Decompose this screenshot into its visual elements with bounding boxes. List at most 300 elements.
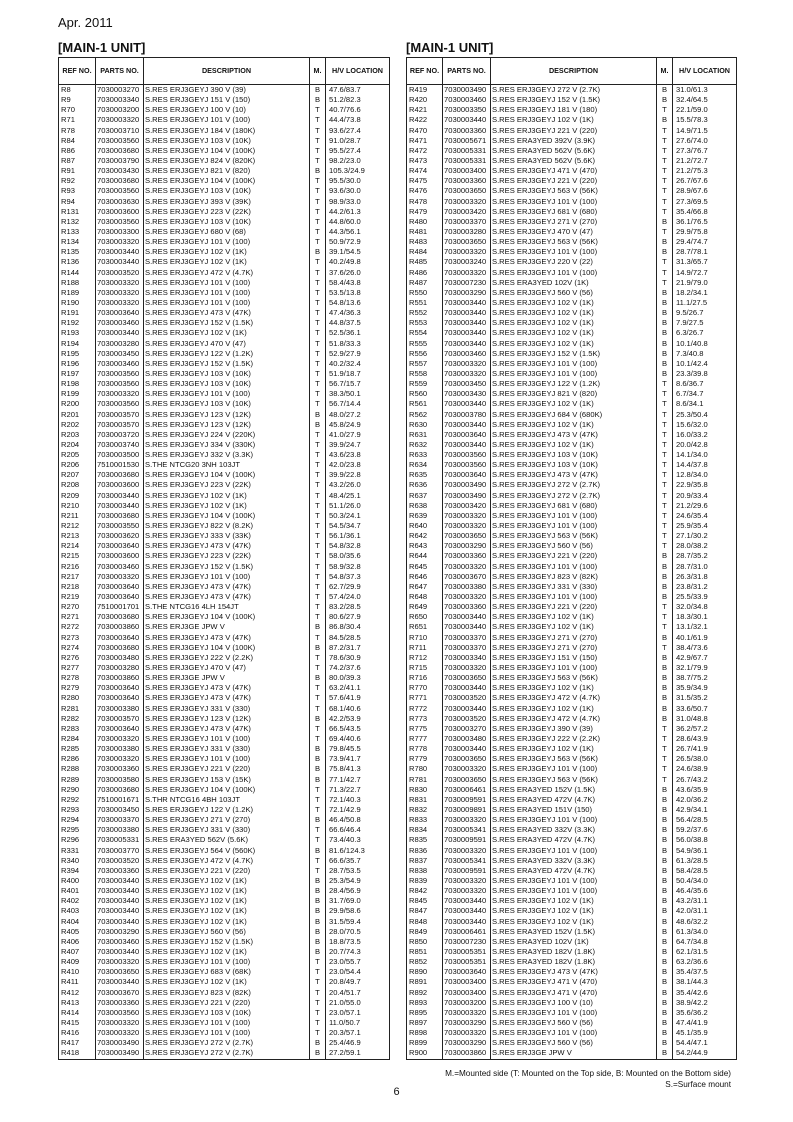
description-cell bbox=[144, 480, 310, 490]
mounted-side-cell: T bbox=[310, 369, 326, 379]
part-spec: ERJ3GEYJ 101 V (100) bbox=[516, 875, 598, 885]
part-spec: ERJ3GEYJ 473 V (47K) bbox=[169, 632, 251, 642]
mounted-side-cell: T bbox=[310, 389, 326, 399]
description-cell bbox=[491, 876, 657, 886]
part-spec: ERJ3GEYJ 222 V (2.2K) bbox=[516, 734, 601, 743]
description-cell bbox=[491, 1008, 657, 1018]
part-type: S.RES bbox=[492, 936, 515, 946]
part-type: S.RES bbox=[492, 744, 515, 754]
parts-no-cell: 7030003570 bbox=[96, 410, 144, 420]
table-row bbox=[59, 501, 390, 511]
hv-location-cell: 16.0/33.2 bbox=[673, 430, 737, 440]
part-spec: ERJ3GEYJ 103 V (10K) bbox=[169, 1007, 251, 1017]
parts-no-cell: 7030003290 bbox=[443, 541, 491, 551]
ref-no-cell: R420 bbox=[407, 95, 443, 105]
mounted-side-cell: T bbox=[310, 146, 326, 156]
ref-no-cell: R831 bbox=[407, 795, 443, 805]
ref-no-cell: R8 bbox=[59, 85, 96, 96]
parts-no-cell: 7030003320 bbox=[443, 511, 491, 521]
mounted-side-cell: B bbox=[657, 328, 673, 338]
part-spec: ERJ3GEYJ 680 V (68) bbox=[169, 226, 246, 236]
ref-no-cell: R715 bbox=[407, 663, 443, 673]
description-cell bbox=[491, 268, 657, 278]
right-unit-title: [MAIN-1 UNIT] bbox=[406, 40, 494, 55]
part-type: S.RES bbox=[492, 663, 515, 673]
table-row bbox=[59, 136, 390, 146]
mounted-side-cell: T bbox=[310, 957, 326, 967]
part-spec: ERJ3GEYJ 104 V (100K) bbox=[169, 145, 256, 155]
part-spec: ERJ3GEYJ 272 V (2.7K) bbox=[169, 1048, 254, 1058]
table-row bbox=[407, 592, 737, 602]
hv-location-cell: 32.1/79.9 bbox=[673, 663, 737, 673]
part-type: S.RES bbox=[492, 510, 515, 520]
parts-no-cell: 7030003440 bbox=[443, 298, 491, 308]
parts-no-cell: 7030005341 bbox=[443, 825, 491, 835]
hv-location-cell: 20.3/57.1 bbox=[326, 1028, 390, 1038]
parts-no-cell: 7030003440 bbox=[443, 440, 491, 450]
description-cell bbox=[144, 237, 310, 247]
table-row bbox=[407, 815, 737, 825]
part-type: S.RES bbox=[145, 95, 168, 105]
part-type: S.RES bbox=[492, 429, 515, 439]
ref-no-cell: R830 bbox=[407, 785, 443, 795]
table-row bbox=[59, 876, 390, 886]
ref-no-cell: R414 bbox=[59, 1008, 96, 1018]
part-type: S.RES bbox=[492, 450, 515, 460]
mounted-side-cell: T bbox=[310, 136, 326, 146]
part-spec: ERA3YED 472V (4.7K) bbox=[516, 794, 596, 804]
table-row bbox=[407, 551, 737, 561]
part-type: S.RES bbox=[492, 581, 515, 591]
description-cell bbox=[144, 359, 310, 369]
hv-location-cell: 11.1/27.5 bbox=[673, 298, 737, 308]
hv-location-cell: 28.7/78.1 bbox=[673, 247, 737, 257]
part-spec: ERJ3GEYJ 101 V (100) bbox=[516, 1028, 598, 1038]
ref-no-cell: R94 bbox=[59, 197, 96, 207]
hv-location-cell: 62.7/29.9 bbox=[326, 582, 390, 592]
description-cell bbox=[144, 998, 310, 1008]
parts-no-cell: 7030003650 bbox=[443, 237, 491, 247]
part-type: S.RES bbox=[492, 105, 515, 115]
table-row bbox=[407, 237, 737, 247]
ref-no-cell: R270 bbox=[59, 602, 96, 612]
part-type: S.RES bbox=[145, 581, 168, 591]
ref-no-cell: R847 bbox=[407, 906, 443, 916]
hv-location-cell: 26.7/41.9 bbox=[673, 744, 737, 754]
ref-no-cell: R645 bbox=[407, 562, 443, 572]
hv-location-cell: 57.6/41.9 bbox=[326, 693, 390, 703]
mounted-side-cell: T bbox=[657, 126, 673, 136]
part-type: S.RES bbox=[492, 865, 515, 875]
part-spec: ERA3YED 152V (1.5K) bbox=[516, 926, 596, 936]
ref-no-cell: R900 bbox=[407, 1048, 443, 1059]
part-spec: ERA3YED 562V (5.6K) bbox=[169, 835, 249, 845]
part-spec: ERJ3GEYJ 102 V (1K) bbox=[169, 328, 247, 338]
table-row bbox=[407, 947, 737, 957]
mounted-side-cell: B bbox=[657, 846, 673, 856]
part-spec: ERJ3GEYJ 473 V (47K) bbox=[169, 693, 251, 703]
part-type: S.RES bbox=[145, 419, 168, 429]
ref-no-cell: R407 bbox=[59, 947, 96, 957]
table-header-row bbox=[407, 58, 737, 85]
hv-location-cell: 58.9/32.8 bbox=[326, 562, 390, 572]
mounted-side-cell: T bbox=[310, 257, 326, 267]
ref-no-cell: R134 bbox=[59, 237, 96, 247]
mounted-side-cell: B bbox=[310, 643, 326, 653]
mounted-side-cell: B bbox=[657, 592, 673, 602]
hv-location-cell: 98.9/33.0 bbox=[326, 197, 390, 207]
description-cell bbox=[491, 1028, 657, 1038]
mounted-side-cell: T bbox=[310, 470, 326, 480]
mounted-side-cell: T bbox=[657, 491, 673, 501]
part-type: S.RES bbox=[145, 835, 168, 845]
description-cell bbox=[144, 521, 310, 531]
mounted-side-cell: T bbox=[310, 602, 326, 612]
table-row bbox=[59, 947, 390, 957]
mounted-side-cell: T bbox=[310, 704, 326, 714]
part-type: S.RES bbox=[492, 155, 515, 165]
part-spec: ERJ3GEYJ 102 V (1K) bbox=[169, 946, 247, 956]
ref-no-cell: R193 bbox=[59, 328, 96, 338]
hv-location-cell: 42.0/36.2 bbox=[673, 795, 737, 805]
part-type: S.RES bbox=[145, 683, 168, 693]
ref-no-cell: R202 bbox=[59, 420, 96, 430]
part-type: S.RES bbox=[145, 105, 168, 115]
table-row bbox=[59, 166, 390, 176]
table-row bbox=[59, 744, 390, 754]
ref-no-cell: R637 bbox=[407, 491, 443, 501]
part-spec: ERJ3GEYJ 473 V (47K) bbox=[169, 723, 251, 733]
table-row bbox=[407, 977, 737, 987]
description-cell bbox=[491, 592, 657, 602]
part-spec: ERJ3GEYJ 104 V (100K) bbox=[169, 642, 256, 652]
description-cell bbox=[491, 815, 657, 825]
col-header-hv-location: H/V LOCATION bbox=[673, 58, 737, 85]
description-cell bbox=[144, 988, 310, 998]
mounted-side-cell: T bbox=[657, 602, 673, 612]
part-spec: ERA3YED 392V (3.9K) bbox=[516, 135, 596, 145]
mounted-side-cell: B bbox=[657, 247, 673, 257]
ref-no-cell: R850 bbox=[407, 937, 443, 947]
part-spec: ERJ3GEYJ 101 V (100) bbox=[516, 267, 598, 277]
table-row bbox=[407, 328, 737, 338]
description-cell bbox=[144, 643, 310, 653]
part-spec: ERJ3GEYJ 101 V (100) bbox=[169, 115, 251, 125]
ref-no-cell: R481 bbox=[407, 227, 443, 237]
parts-no-cell: 7030003680 bbox=[96, 176, 144, 186]
parts-no-cell: 7030003320 bbox=[443, 815, 491, 825]
part-spec: ERJ3GEYJ 102 V (1K) bbox=[516, 115, 594, 125]
table-row bbox=[59, 531, 390, 541]
part-type: S.RES bbox=[145, 663, 168, 673]
part-spec: ERJ3GEYJ 102 V (1K) bbox=[516, 439, 594, 449]
table-row bbox=[59, 369, 390, 379]
parts-no-cell: 7030005331 bbox=[96, 835, 144, 845]
hv-location-cell: 39.9/24.7 bbox=[326, 440, 390, 450]
description-cell bbox=[491, 785, 657, 795]
table-row bbox=[59, 268, 390, 278]
part-spec: ERJ3GEYJ 103 V (10K) bbox=[169, 368, 251, 378]
description-cell bbox=[491, 237, 657, 247]
mounted-side-cell: B bbox=[310, 906, 326, 916]
mounted-side-cell: T bbox=[310, 237, 326, 247]
mounted-side-cell: B bbox=[657, 957, 673, 967]
ref-no-cell: R631 bbox=[407, 430, 443, 440]
ref-no-cell: R716 bbox=[407, 673, 443, 683]
part-type: S.RES bbox=[492, 277, 515, 287]
description-cell bbox=[144, 95, 310, 105]
part-spec: ERJ3GEYJ 101 V (100) bbox=[169, 734, 251, 743]
ref-no-cell: R401 bbox=[59, 886, 96, 896]
part-type: S.RES bbox=[145, 135, 168, 145]
ref-no-cell: R91 bbox=[59, 166, 96, 176]
description-cell bbox=[144, 622, 310, 632]
mounted-side-cell: T bbox=[310, 521, 326, 531]
description-cell bbox=[144, 764, 310, 774]
hv-location-cell: 81.6/124.3 bbox=[326, 846, 390, 856]
hv-location-cell: 24.6/35.4 bbox=[673, 511, 737, 521]
mounted-side-cell: T bbox=[310, 562, 326, 572]
parts-no-cell: 7030003320 bbox=[443, 592, 491, 602]
part-type: S.RES bbox=[492, 1007, 515, 1017]
part-type: S.RES bbox=[145, 308, 168, 318]
part-type: S.RES bbox=[145, 673, 168, 683]
part-spec: ERJ3GEYJ 271 V (270) bbox=[516, 632, 598, 642]
table-row bbox=[407, 176, 737, 186]
part-type: S.RES bbox=[492, 439, 515, 449]
description-cell bbox=[144, 207, 310, 217]
hv-location-cell: 29.9/75.8 bbox=[673, 227, 737, 237]
part-type: S.RES bbox=[145, 206, 168, 216]
parts-no-cell: 7030003450 bbox=[96, 349, 144, 359]
table-row bbox=[407, 957, 737, 967]
table-row bbox=[407, 450, 737, 460]
description-cell bbox=[491, 653, 657, 663]
part-type: S.RES bbox=[492, 784, 515, 794]
parts-no-cell: 7030005671 bbox=[443, 136, 491, 146]
description-cell bbox=[491, 906, 657, 916]
hv-location-cell: 33.6/50.7 bbox=[673, 704, 737, 714]
ref-no-cell: R411 bbox=[59, 977, 96, 987]
part-spec: ERJ3GEYJ 101 V (100) bbox=[516, 886, 598, 896]
table-row bbox=[407, 186, 737, 196]
table-row bbox=[407, 85, 737, 96]
part-type: S.RES bbox=[145, 176, 168, 186]
hv-location-cell: 40.1/61.9 bbox=[673, 633, 737, 643]
table-row bbox=[407, 95, 737, 105]
ref-no-cell: R199 bbox=[59, 389, 96, 399]
table-row bbox=[59, 562, 390, 572]
description-cell bbox=[144, 815, 310, 825]
parts-no-cell: 7030003640 bbox=[443, 470, 491, 480]
hv-location-cell: 28.4/56.9 bbox=[326, 886, 390, 896]
part-type: S.RES bbox=[492, 257, 515, 267]
part-type: S.RES bbox=[145, 977, 168, 987]
part-type: S.RES bbox=[145, 480, 168, 490]
part-type: S.RES bbox=[492, 754, 515, 764]
ref-no-cell: R194 bbox=[59, 339, 96, 349]
part-type: S.RES bbox=[145, 723, 168, 733]
mounted-side-cell: T bbox=[310, 572, 326, 582]
parts-no-cell: 7030003440 bbox=[443, 612, 491, 622]
part-type: S.RES bbox=[145, 815, 168, 825]
part-type: S.RES bbox=[492, 804, 515, 814]
description-cell bbox=[144, 592, 310, 602]
parts-no-cell: 7030003460 bbox=[96, 937, 144, 947]
description-cell bbox=[491, 896, 657, 906]
parts-no-cell: 7030003320 bbox=[443, 369, 491, 379]
mounted-side-cell: B bbox=[310, 927, 326, 937]
description-cell bbox=[144, 714, 310, 724]
part-spec: ERJ3GEYJ 334 V (330K) bbox=[169, 439, 256, 449]
mounted-side-cell: B bbox=[310, 815, 326, 825]
parts-no-cell: 7030003640 bbox=[443, 967, 491, 977]
description-cell bbox=[491, 146, 657, 156]
part-type: S.RES bbox=[492, 328, 515, 338]
description-cell bbox=[144, 541, 310, 551]
mounted-side-cell: T bbox=[657, 724, 673, 734]
parts-no-cell: 7030003320 bbox=[96, 1018, 144, 1028]
mounted-side-cell: B bbox=[310, 775, 326, 785]
part-spec: NTCG16 4BH 103JT bbox=[169, 794, 240, 804]
table-row bbox=[407, 775, 737, 785]
hv-location-cell: 31.0/48.8 bbox=[673, 714, 737, 724]
mounted-side-cell: B bbox=[657, 572, 673, 582]
ref-no-cell: R630 bbox=[407, 420, 443, 430]
part-type: S.RES bbox=[145, 693, 168, 703]
part-spec: ERJ3GEYJ 102 V (1K) bbox=[516, 338, 594, 348]
mounted-side-cell: T bbox=[657, 197, 673, 207]
hv-location-cell: 47.4/36.3 bbox=[326, 308, 390, 318]
description-cell bbox=[491, 197, 657, 207]
ref-no-cell: R78 bbox=[59, 126, 96, 136]
description-cell bbox=[491, 278, 657, 288]
parts-table-left bbox=[58, 57, 390, 1060]
ref-no-cell: R213 bbox=[59, 531, 96, 541]
mounted-side-cell: T bbox=[310, 278, 326, 288]
table-row bbox=[407, 612, 737, 622]
ref-no-cell: R780 bbox=[407, 764, 443, 774]
ref-no-cell: R472 bbox=[407, 146, 443, 156]
parts-no-cell: 7030003440 bbox=[443, 906, 491, 916]
hv-location-cell: 83.2/28.5 bbox=[326, 602, 390, 612]
ref-no-cell: R215 bbox=[59, 551, 96, 561]
part-type: S.RES bbox=[145, 1048, 168, 1058]
part-type: S.RES bbox=[492, 1048, 515, 1058]
description-cell bbox=[491, 643, 657, 653]
part-type: S.RES bbox=[145, 622, 168, 632]
hv-location-cell: 35.6/36.2 bbox=[673, 1008, 737, 1018]
parts-no-cell: 7030003270 bbox=[96, 85, 144, 96]
part-type: S.RES bbox=[145, 612, 168, 622]
ref-no-cell: R277 bbox=[59, 663, 96, 673]
parts-no-cell: 7030003430 bbox=[96, 166, 144, 176]
part-type: S.RES bbox=[145, 845, 168, 855]
ref-no-cell: R131 bbox=[59, 207, 96, 217]
part-spec: ERJ3GEYJ 102 V (1K) bbox=[169, 875, 247, 885]
parts-no-cell: 7030003360 bbox=[96, 866, 144, 876]
hv-location-cell: 51.1/26.0 bbox=[326, 501, 390, 511]
mounted-side-cell: T bbox=[310, 176, 326, 186]
part-spec: ERJ3GEYJ 221 V (220) bbox=[516, 125, 598, 135]
part-spec: ERJ3GEYJ 102 V (1K) bbox=[169, 490, 247, 500]
ref-no-cell: R711 bbox=[407, 643, 443, 653]
description-cell bbox=[144, 146, 310, 156]
hv-location-cell: 51.8/33.3 bbox=[326, 339, 390, 349]
part-type: S.RES bbox=[145, 896, 168, 906]
part-type: S.RES bbox=[492, 1017, 515, 1027]
parts-no-cell: 7030003670 bbox=[96, 988, 144, 998]
ref-no-cell: R197 bbox=[59, 369, 96, 379]
mounted-side-cell: T bbox=[310, 491, 326, 501]
parts-no-cell: 7030003440 bbox=[443, 896, 491, 906]
part-type: S.RES bbox=[492, 125, 515, 135]
mounted-side-cell: T bbox=[310, 795, 326, 805]
part-spec: ERJ3GEYJ 560 V (56) bbox=[516, 541, 593, 551]
hv-location-cell: 7.3/40.8 bbox=[673, 349, 737, 359]
parts-no-cell: 7030003280 bbox=[96, 663, 144, 673]
hv-location-cell: 42.0/31.1 bbox=[673, 906, 737, 916]
description-cell bbox=[144, 633, 310, 643]
part-type: S.RES bbox=[145, 551, 168, 561]
part-type: S.RES bbox=[145, 936, 168, 946]
parts-no-cell: 7510001530 bbox=[96, 460, 144, 470]
part-spec: ERJ3GEYJ 181 V (180) bbox=[516, 105, 598, 115]
description-cell bbox=[491, 318, 657, 328]
table-row bbox=[407, 430, 737, 440]
parts-no-cell: 7030003270 bbox=[443, 724, 491, 734]
ref-no-cell: R892 bbox=[407, 988, 443, 998]
part-spec: ERJ3GEYJ 101 V (100) bbox=[516, 358, 598, 368]
table-row bbox=[407, 1028, 737, 1038]
ref-no-cell: R851 bbox=[407, 947, 443, 957]
parts-no-cell: 7030003520 bbox=[96, 268, 144, 278]
description-cell bbox=[491, 633, 657, 643]
part-spec: ERJ3GEYJ 102 V (1K) bbox=[516, 896, 594, 906]
parts-no-cell: 7030003550 bbox=[96, 521, 144, 531]
part-spec: ERJ3GEYJ 684 V (680K) bbox=[516, 409, 603, 419]
part-spec: ERJ3GEYJ 102 V (1K) bbox=[516, 328, 594, 338]
parts-no-cell: 7030003360 bbox=[443, 602, 491, 612]
description-cell bbox=[491, 420, 657, 430]
ref-no-cell: R216 bbox=[59, 562, 96, 572]
part-type: S.RES bbox=[145, 510, 168, 520]
part-type: S.RES bbox=[145, 987, 168, 997]
ref-no-cell: R209 bbox=[59, 491, 96, 501]
part-type: S.RES bbox=[492, 642, 515, 652]
table-row bbox=[59, 399, 390, 409]
mounted-side-cell: T bbox=[310, 379, 326, 389]
description-cell bbox=[491, 126, 657, 136]
part-spec: ERJ3GEYJ 103 V (10K) bbox=[516, 450, 598, 460]
ref-no-cell: R833 bbox=[407, 815, 443, 825]
parts-no-cell: 7030003790 bbox=[96, 156, 144, 166]
ref-no-cell: R890 bbox=[407, 967, 443, 977]
ref-no-cell: R632 bbox=[407, 440, 443, 450]
mounted-side-cell: T bbox=[657, 643, 673, 653]
hv-location-cell: 32.4/64.5 bbox=[673, 95, 737, 105]
part-spec: ERJ3GEYJ 101 V (100) bbox=[516, 521, 598, 531]
table-row bbox=[59, 95, 390, 105]
table-row bbox=[59, 825, 390, 835]
description-cell bbox=[144, 1038, 310, 1048]
ref-no-cell: R710 bbox=[407, 633, 443, 643]
parts-no-cell: 7030003400 bbox=[443, 977, 491, 987]
hv-location-cell: 43.6/35.9 bbox=[673, 785, 737, 795]
parts-no-cell: 7030003440 bbox=[96, 947, 144, 957]
table-row bbox=[407, 562, 737, 572]
part-spec: ERJ3GEYJ 101 V (100) bbox=[516, 764, 598, 774]
